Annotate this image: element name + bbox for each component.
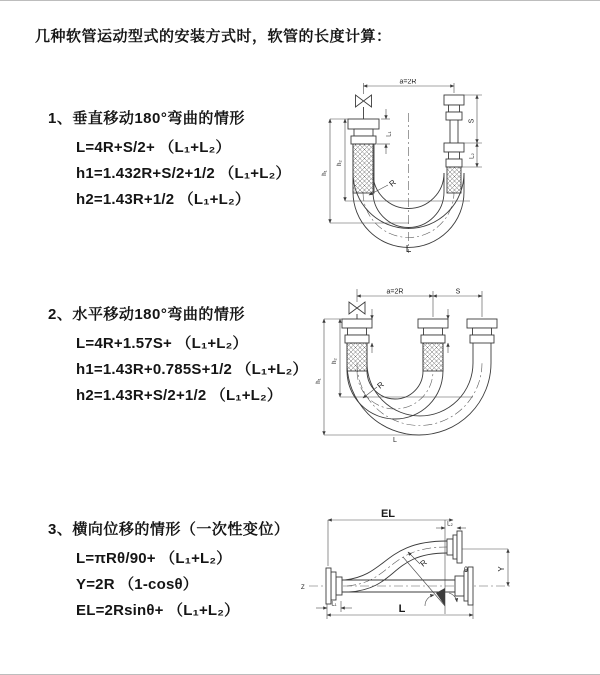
formula-h1: h1=1.432R+S/2+1/2 （L₁+L₂） [76, 165, 291, 182]
hose-u-bends [347, 343, 491, 435]
dim-l2 [436, 522, 466, 529]
dim-label-a2r: a=2R [399, 79, 417, 86]
braided-hose-section [347, 343, 367, 371]
formula-L: L=4R+S/2+ （L₁+L₂） [76, 139, 231, 156]
dim-a2r [364, 79, 455, 94]
braided-hose-section [447, 167, 461, 193]
dim-label-a2r: a=2R [386, 288, 404, 296]
left-fitting [348, 119, 379, 193]
angle-label-theta: θ [464, 567, 468, 574]
dim-label-l1: L₁ [331, 601, 337, 608]
s-curve-hose [345, 531, 462, 592]
section-2 [48, 305, 308, 406]
formula-L: L=πRθ/90+ （L₁+L₂） [76, 550, 232, 567]
dim-label-h2: h₂ [332, 358, 338, 364]
dim-label-r: R [418, 557, 429, 569]
dim-s [433, 289, 482, 297]
dim-l2 [470, 143, 478, 167]
formula-h2: h2=1.43R+S/2+1/2 （L₁+L₂） [76, 387, 283, 404]
section-2-heading: 2、水平移动180°弯曲的情形 [48, 306, 245, 323]
braided-hose-section [423, 343, 443, 371]
dim-l1 [316, 601, 352, 612]
right-fitting [467, 319, 497, 343]
valve-icon [356, 95, 372, 119]
dim-label-y: Y [497, 566, 506, 572]
valve-icon [349, 302, 365, 319]
dim-label-l1: L₁ [386, 131, 393, 137]
formula-EL: EL=2Rsinθ+ （L₁+L₂） [76, 602, 240, 619]
dim-label-s: S [455, 288, 461, 296]
radius-leader [363, 380, 386, 398]
dim-label-l-total: L [405, 244, 412, 255]
dim-label-h1: h₁ [322, 170, 328, 176]
centerline-label-z: Z [301, 585, 305, 591]
section-3-heading: 3、横向位移的情形（一次性变位） [48, 521, 290, 538]
formula-Y: Y=2R （1-cosθ） [76, 576, 198, 593]
dim-l-total [327, 603, 473, 619]
dim-label-r: R [387, 177, 398, 189]
formula-h2: h2=1.43R+1/2 （L₁+L₂） [76, 191, 251, 208]
dim-l1 [377, 109, 393, 154]
section-1 [48, 109, 291, 210]
diagram-vertical-180-bend [312, 79, 580, 256]
formula-L: L=4R+1.57S+ （L₁+L₂） [76, 335, 248, 352]
dim-label-l2: L₂ [447, 521, 453, 528]
dim-label-l-total: L [398, 603, 406, 615]
formula-h1: h1=1.43R+0.785S+1/2 （L₁+L₂） [76, 361, 308, 378]
dim-el [328, 508, 453, 614]
dim-label-r: R [375, 379, 386, 391]
section-1-heading: 1、垂直移动180°弯曲的情形 [48, 110, 245, 127]
right-fitting-stack [444, 95, 464, 193]
page-title: 几种软管运动型式的安装方式时，软管的长度计算： [35, 28, 392, 45]
diagram-lateral-displacement [298, 499, 595, 661]
dim-label-s: S [468, 118, 476, 124]
dim-label-el: EL [380, 508, 396, 520]
diagram-horizontal-180-bend [312, 283, 590, 463]
dim-label-l-total: L [393, 437, 397, 444]
dim-label-l2: L₂ [469, 153, 476, 159]
dim-label-h2: h₂ [337, 160, 343, 166]
left-fitting [342, 319, 372, 371]
braided-hose-section [353, 144, 374, 193]
dim-a2r [357, 289, 482, 318]
section-3 [48, 520, 289, 621]
middle-fitting [418, 319, 448, 371]
dim-label-h1: h₁ [316, 378, 322, 384]
